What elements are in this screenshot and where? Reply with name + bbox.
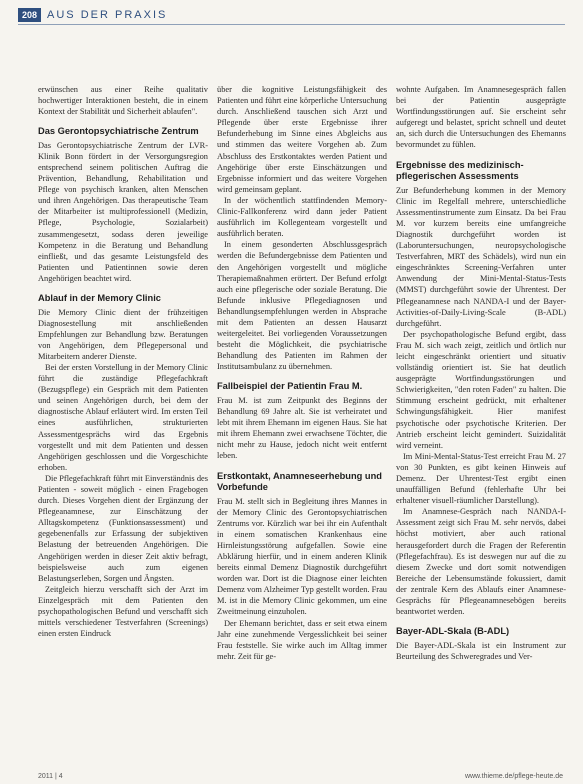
paragraph: Der Ehemann berichtet, dass er seit etwa einem Jahr eine zunehmende Vergesslichkeit bei seiner Frau feststelle. Sie wirke auch im Alltag immer mehr. Zeit für ge-: [217, 618, 387, 661]
header-divider: [18, 24, 565, 25]
paragraph: Die Memory Clinic dient der frühzeitigen Diagnosestellung mit anschließenden Empfehlungen zur Behandlung bzw. Beratungen von Angehörigen, dem Pflegepersonal und Mitarbeitern anderer Dienste.: [38, 307, 208, 361]
paragraph: Im Anamnese-Gespräch nach NANDA-I-Assessment zeigt sich Frau M. sehr nervös, dabei höchst motiviert, aber auch rational herausgefordert durch die Fragen der Referentin (Pflegefachfrau). Es ist deswegen nur auf die zu diesem Zwecke und dort somit notwendigen Bereiche der Lebensumstände fokussiert, damit der zentrale Kern des Ablaufs einer Anamnese-Gesprächs für Pflegeanamnesebögen bereits beantwortet werden.: [396, 507, 566, 617]
heading-fallbeispiel: Fallbeispiel der Patientin Frau M.: [217, 381, 363, 392]
heading-zentrum: Das Gerontopsychiatrische Zentrum: [38, 126, 199, 137]
paragraph: Frau M. stellt sich in Begleitung ihres Mannes in der Memory Clinic des Gerontopsychiatrischen Zentrums vor. Kürzlich war bei ihr ein Aufenthalt in einem somatischen Krankenhaus eine Hirnleistungsstörung aufgefallen. Sowie eine Abklärung hierfür, und in einem anderen Klinik bereits einmal Demenz Diagnostik durchgeführt worden war. Dort ist die Diagnose einer leichten Demenz vom Alzheimer Typ gestellt worden. Frau M. ist in die Memory Clinic gekommen, um eine Zweitmeinung einzuholen.: [217, 496, 387, 617]
paragraph: Das Gerontopsychiatrische Zentrum der LVR-Klinik Bonn fördert in der Versorgungsregion entsprechend seinem politischen Auftrag die Prävention, Behandlung, Rehabilitation und Pflege von psychisch kranken, alten Menschen und ihren Angehörigen. Das therapeutische Team der Mitarbeiter ist multiprofessionell (Medizin, Pflege, Psychologie, Sozialarbeit) zusammengesetzt, sodass deren jeweilige Kompetenz in die Beratung und Behandlung einfließt, und das gesamte Leistungsfeld des Patienten und Patientinnen sowie deren Angehörigen beachtet wird.: [38, 140, 208, 283]
paragraph: In einem gesonderten Abschlussgespräch werden die Befundergebnisse dem Patienten und den Angehörigen vorgestellt und mögliche Therapiemaßnahmen erörtert. Der Befund erfolgt auch eine pflegerische oder soziale Beratung. Die Befunde inklusive Pflegediagnosen und Behandlungsempfehlungen werden in Absprache mit dem Patienten an dessen Hausarzt weitergeleitet. Bei vorliegenden Voraussetzungen besteht die Möglichkeit, die psychiatrische Behandlung des Patienten im Rahmen der Institutsambulanz zu übernehmen.: [217, 240, 387, 372]
page-footer: [38, 773, 563, 780]
paragraph: über die kognitive Leistungsfähigkeit des Patienten und führt eine körperliche Untersuchung durch. Anschließend tauschen sich Arzt und Pflegende über erste Ergebnisse ihrer Befunderhebung im Sinne eines Abgleichs aus und stimmen das weitere Vorgehen ab. Zum Abschluss des Erstkontaktes werden Patient und Angehörige über erste Einschätzungen und Ergebnisse informiert und das weitere Vorgehen wird gemeinsam geplant.: [217, 85, 387, 194]
paragraph: Die Bayer-ADL-Skala ist ein Instrument zur Beurteilung des Schweregrades und Ver-: [396, 640, 566, 661]
heading-ablauf: Ablauf in der Memory Clinic: [38, 293, 161, 303]
paragraph: wohnte Aufgaben. Im Anamnesegespräch fallen bei der Patientin ausgeprägte Wortfindungsstörungen auf. Sie erscheint sehr aufgeregt und belastet, spricht schnell und deutet an, sich durch die Untersuchungen des Ehemanns bevormundet zu fühlen.: [396, 85, 566, 150]
page-header: [18, 8, 167, 22]
paragraph: Bei der ersten Vorstellung in der Memory Clinic führt die zuständige Pflegefachkraft (Bezugspflege) ein Gespräch mit dem Patienten und seinen Angehörigen durch, bei dem der diagnostische Ablauf erläutert wird. Im ersten Teil eines ausführlichen, strukturierten Assessmentgesprächs wird das Ergebnis vorgestellt und mit dem Patienten und dessen Angehörigen geschlossen und die Vorgeschichte erhoben.: [38, 362, 208, 472]
page-number: 208: [18, 8, 41, 22]
heading-ergebnisse: Ergebnisse des medizinisch-pflegerischen Assessments: [396, 159, 524, 182]
paragraph: Zur Befunderhebung kommen in der Memory Clinic im Regelfall mehrere, unterschiedliche Assessmentinstrumente zum Einsatz. Da bei Frau M. vor kurzem bereits eine umfangreiche Diagnostik durchgeführt worden ist (Laboruntersuchungen, neuropsychologische Testverfahren, MRT des Schädels), wird nun ein eingeschränktes Screening-Verfahren unter Anwendung der Mini-Mental-Status-Tests (MMST) durchgeführt sowie der Uhrentest. Der Pflegeanamnese nach NANDA-I und der Bayer-Activities-of-Daily-Living-Scale (B-ADL) durchgeführt.: [396, 185, 566, 328]
paragraph: Zeitgleich hierzu verschafft sich der Arzt im Einzelgespräch mit dem Patienten den psychopathologischen Befund und verschafft sich mittels verschiedener Testverfahren (Screenings) einen ersten Eindruck: [38, 584, 208, 639]
heading-erstkontakt: Erstkontakt, Anamneseerhebung und Vorbefunde: [217, 470, 382, 492]
paragraph: In der wöchentlich stattfindenden Memory-Clinic-Fallkonferenz wird dann jeder Patient ausführlich im Kollegenteam vorgestellt und ausführlich beraten.: [217, 195, 387, 239]
text-column-1: [38, 84, 208, 639]
paragraph: Im Mini-Mental-Status-Test erreicht Frau M. 27 von 30 Punkten, es gibt keinen Hinweis auf Demenz. Der Uhrentest-Test ergibt einen unauffälligen Befund (fehlerhafte Uhr bei erhaltener visuell-räumlicher Darstellung).: [396, 451, 566, 506]
paragraph: Die Pflegefachkraft führt mit Einverständnis des Patienten - soweit möglich - einen Fragebogen durch. Dieses Vorgehen dient der Ergänzung der Pflegeanamnese, zur Einschätzung der Alltagskompetenz (Funktionsassessment) und gegebenenfalls zur Erfassung der subjektiven Belastung der betreuenden Angehörigen. Die Angehörigen werden in dieser Zeit aktiv befragt, beispielsweise auch zum eigenen Belastungserleben, Sorgen und Ängsten.: [38, 473, 208, 583]
paragraph: erwünschen aus einer Reihe qualitativ hochwertiger Interaktionen besteht, die in einem Kontext der Stabilität und Sicherheit ablaufen".: [38, 85, 208, 117]
paragraph: Der psychopathologische Befund ergibt, dass Frau M. sich wach zeigt, zeitlich und örtlich nur leicht eingeschränkt orientiert und situativ vollständig orientiert ist. Sie hat deutlich ausgeprägte Wortfindungsstörungen und Schwierigkeiten, "den roten Faden" zu halten. Die Stimmung erscheint gedrückt, mit erhaltener Schwingungsfähigkeit. Hier manifest psychotische oder psychotische Kriterien. Der Antrieb erscheint leicht gemindert. Suizidalität wird verneint.: [396, 329, 566, 450]
text-column-2: [217, 84, 387, 662]
footer-url: www.thieme.de/pflege-heute.de: [464, 773, 563, 780]
text-column-3: [396, 84, 566, 662]
heading-bayer-adl: Bayer-ADL-Skala (B-ADL): [396, 626, 510, 637]
footer-issue: 2011 | 4: [38, 773, 63, 780]
section-title: AUS DER PRAXIS: [47, 9, 168, 21]
paragraph: Frau M. ist zum Zeitpunkt des Beginns der Behandlung 69 Jahre alt. Sie ist verheiratet und lebt mit ihrem Ehemann im eigenen Haus. Sie hat mit ihrem Ehemann zwei erwachsene Töchter, die nicht mehr zu Hause, jedoch nicht weit entfernt leben.: [217, 395, 387, 461]
